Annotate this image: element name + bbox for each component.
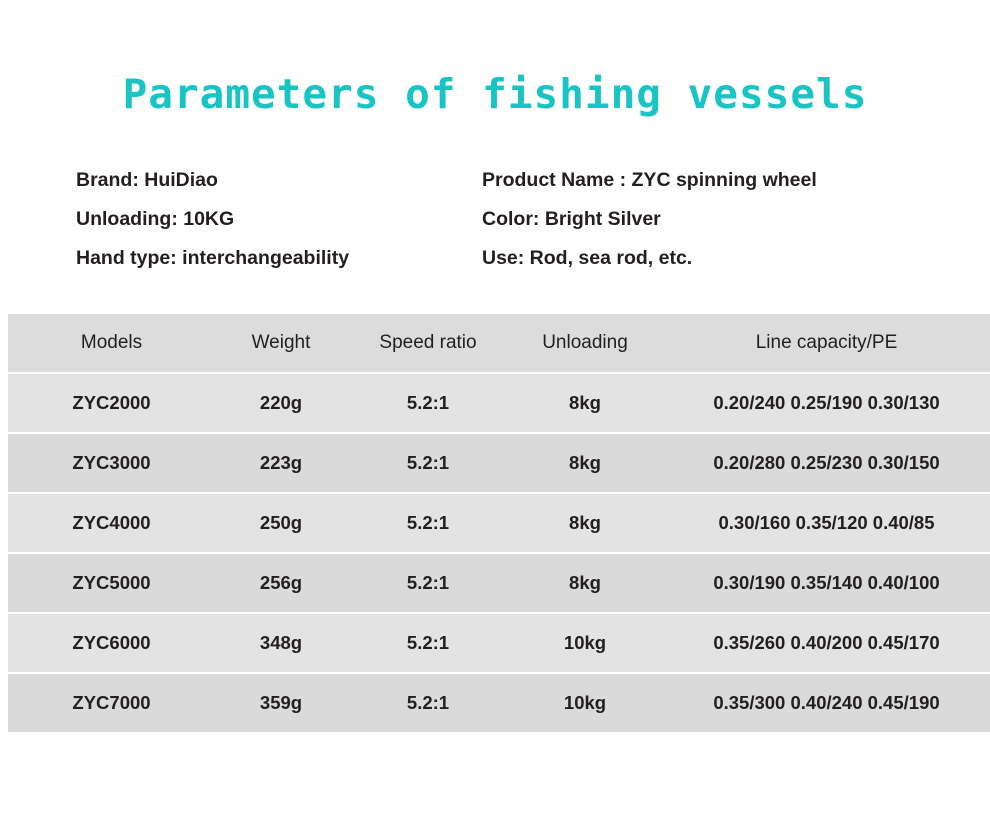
parameters-table-wrapper	[0, 314, 990, 732]
table-body	[8, 373, 990, 732]
cell-unloading: 8kg	[509, 433, 661, 493]
cell-line-capacity: 0.20/240 0.25/190 0.30/130	[661, 373, 990, 433]
cell-speed-ratio: 5.2:1	[347, 613, 509, 673]
cell-weight: 250g	[215, 493, 347, 553]
spec-row	[76, 208, 950, 231]
table-row	[8, 673, 990, 732]
column-header-speed-ratio: Speed ratio	[347, 314, 509, 373]
table-row	[8, 613, 990, 673]
parameters-table	[8, 314, 990, 732]
table-header-row	[8, 314, 990, 373]
spec-product-name: Product Name : ZYC spinning wheel	[482, 169, 817, 192]
column-header-line-capacity: Line capacity/PE	[661, 314, 990, 373]
cell-line-capacity: 0.30/190 0.35/140 0.40/100	[661, 553, 990, 613]
cell-weight: 359g	[215, 673, 347, 732]
cell-speed-ratio: 5.2:1	[347, 433, 509, 493]
page-title: Parameters of fishing vessels	[122, 70, 868, 118]
cell-speed-ratio: 5.2:1	[347, 553, 509, 613]
cell-unloading: 10kg	[509, 673, 661, 732]
cell-line-capacity: 0.35/300 0.40/240 0.45/190	[661, 673, 990, 732]
column-header-weight: Weight	[215, 314, 347, 373]
cell-unloading: 8kg	[509, 493, 661, 553]
cell-model: ZYC2000	[8, 373, 215, 433]
spec-row	[76, 247, 950, 270]
cell-line-capacity: 0.35/260 0.40/200 0.45/170	[661, 613, 990, 673]
cell-weight: 223g	[215, 433, 347, 493]
table-header	[8, 314, 990, 373]
cell-weight: 220g	[215, 373, 347, 433]
spec-row	[76, 169, 950, 192]
table-row	[8, 373, 990, 433]
table-row	[8, 553, 990, 613]
spec-brand: Brand: HuiDiao	[76, 169, 218, 192]
cell-model: ZYC4000	[8, 493, 215, 553]
cell-unloading: 8kg	[509, 373, 661, 433]
cell-model: ZYC6000	[8, 613, 215, 673]
specs-block	[0, 169, 990, 270]
cell-speed-ratio: 5.2:1	[347, 373, 509, 433]
cell-speed-ratio: 5.2:1	[347, 493, 509, 553]
column-header-unloading: Unloading	[509, 314, 661, 373]
cell-weight: 256g	[215, 553, 347, 613]
cell-weight: 348g	[215, 613, 347, 673]
cell-speed-ratio: 5.2:1	[347, 673, 509, 732]
cell-unloading: 8kg	[509, 553, 661, 613]
spec-unloading: Unloading: 10KG	[76, 208, 235, 231]
cell-model: ZYC3000	[8, 433, 215, 493]
cell-model: ZYC7000	[8, 673, 215, 732]
spec-color: Color: Bright Silver	[482, 208, 661, 231]
cell-line-capacity: 0.20/280 0.25/230 0.30/150	[661, 433, 990, 493]
column-header-models: Models	[8, 314, 215, 373]
spec-use: Use: Rod, sea rod, etc.	[482, 247, 693, 270]
cell-line-capacity: 0.30/160 0.35/120 0.40/85	[661, 493, 990, 553]
table-row	[8, 493, 990, 553]
cell-model: ZYC5000	[8, 553, 215, 613]
spec-hand-type: Hand type: interchangeability	[76, 247, 350, 270]
table-row	[8, 433, 990, 493]
cell-unloading: 10kg	[509, 613, 661, 673]
